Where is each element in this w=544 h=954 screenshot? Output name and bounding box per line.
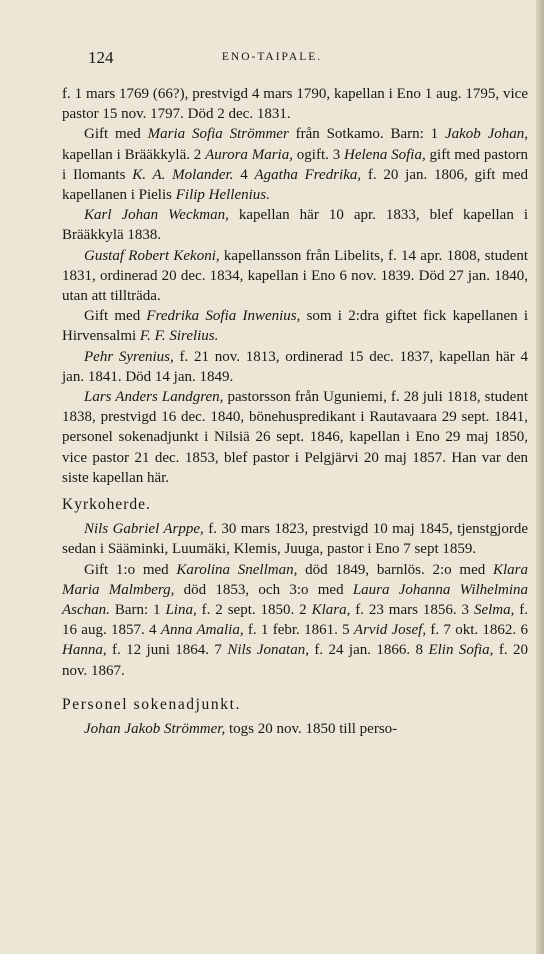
text-run: pastorsson från Uguniemi, f. 28 juli 1818, student 1838, prestvigd 16 dec. 1840, bönehuspredikant i Rautavaara 29 sept. 1841, personel sokenadjunkt i Nilsiä 26 sept. 1846, kapellan i Eno 29 maj 1850, vice pastor 21 dec. 1853, blef pastor i Pelgjärvi 20 maj 1857. Han var den siste kapellan här. [62,389,528,486]
italic-name: Lars Anders Landgren, [84,389,224,406]
text-run: Gift med [84,308,147,325]
italic-name: Helena Sofia, [344,146,426,163]
page-edge [536,0,544,954]
section-heading: Personel sokenadjunkt. [62,695,241,713]
text-run: f. 16 aug. 1857. 4 [62,602,529,639]
text-run: f. 2 sept. 1850. 2 [196,602,312,619]
italic-name: Gustaf Robert Kekoni, [84,247,220,264]
italic-name: Klara Maria Malmberg, [62,561,529,598]
body-paragraph [62,306,528,346]
text-run: f. 23 mars 1856. 3 [350,602,474,619]
text-run: som i 2:dra giftet fick kapellanen i Hirvensalmi [62,308,528,345]
italic-name: Jakob Johan, [444,126,528,143]
body-text [62,84,528,739]
section-heading: Kyrkoherde. [62,496,151,514]
italic-name: Filip Hellenius. [175,187,270,204]
italic-name: K. A. Molander. [132,166,234,183]
text-run: död 1849, barnlös. 2:o med [297,561,493,578]
text-run: kapellan här 10 apr. 1833, blef kapellan i Brääkkylä 1838. [62,207,528,244]
italic-name: Elin Sofia, [428,642,494,659]
text-run: från Sotkamo. Barn: 1 [288,126,445,143]
italic-name: Fredrika Sofia Inwenius, [146,308,301,325]
text-run: kapellan i Brääkkylä. 2 [62,146,206,163]
italic-name: Nils Gabriel Arppe, [84,521,204,538]
text-run: Barn: 1 [109,602,166,619]
text-run: ogift. 3 [292,146,345,163]
italic-name: Hanna, [62,642,107,659]
text-run: 4 [233,166,255,183]
italic-name: Lina, [165,602,197,619]
body-paragraph [62,205,528,245]
running-head: ENO-TAIPALE. [221,51,323,63]
italic-name: Maria Sofia Strömmer [147,126,289,143]
italic-name: Selma, [473,602,515,619]
body-paragraph [62,124,528,205]
text-run: f. 30 mars 1823, prestvigd 10 maj 1845, tjenstgjorde sedan i Sääminki, Luumäki, Klemis, Juuga, pastor i Eno 7 sept 1859. [62,521,528,558]
text-run: f. 20 nov. 1867. [62,642,528,679]
body-paragraph [62,519,528,559]
text-run: f. 1 mars 1769 (66?), prestvigd 4 mars 1790, kapellan i Eno 1 aug. 1795, vice pastor 15 nov. 1797. Död 2 dec. 1831. [62,86,528,123]
italic-name: Laura Johanna Wilhelmina Aschan. [62,581,528,619]
page-number: 124 [88,48,114,67]
italic-name: Anna Amalia, [160,622,244,639]
text-run: togs 20 nov. 1850 till perso- [225,721,398,738]
italic-name: Nils Jonatan, [227,642,309,659]
italic-name: F. F. Sirelius. [139,328,219,345]
body-paragraph [62,560,528,681]
text-run: f. 20 jan. 1806, gift med kapellanen i Pielis [62,166,528,204]
body-paragraph [62,719,528,739]
text-run: Gift 1:o med [84,561,177,578]
page-header [0,48,544,72]
body-paragraph [62,387,528,488]
italic-name: Pehr Syrenius, [84,348,174,365]
body-paragraph [62,347,528,387]
body-paragraph [62,84,528,124]
text-run: kapellansson från Libelits, f. 14 apr. 1808, student 1831, ordinerad 20 dec. 1834, kapellan i Eno 6 nov. 1839. Död 27 jan. 1840, utan att tillträda. [62,247,528,305]
italic-name: Johan Jakob Strömmer, [84,721,226,738]
text-run: f. 12 juni 1864. 7 [106,642,228,659]
italic-name: Karolina Snellman, [176,561,298,578]
italic-name: Aurora Maria, [205,146,293,163]
italic-name: Klara, [311,602,351,619]
italic-name: Agatha Fredrika, [254,166,362,183]
text-run: f. 24 jan. 1866. 8 [308,642,429,659]
body-paragraph [62,246,528,307]
italic-name: Karl Johan Weckman, [84,207,229,224]
italic-name: Arvid Josef, [353,622,427,639]
text-run: död 1853, och 3:o med [174,581,353,598]
text-run: f. 1 febr. 1861. 5 [243,622,354,639]
text-run: f. 21 nov. 1813, ordinerad 15 dec. 1837, kapellan här 4 jan. 1841. Död 14 jan. 1849. [62,348,528,385]
text-run: Gift med [84,126,148,143]
text-run: f. 7 okt. 1862. 6 [426,622,528,639]
text-run: gift med pastorn i Ilomants [62,146,528,183]
